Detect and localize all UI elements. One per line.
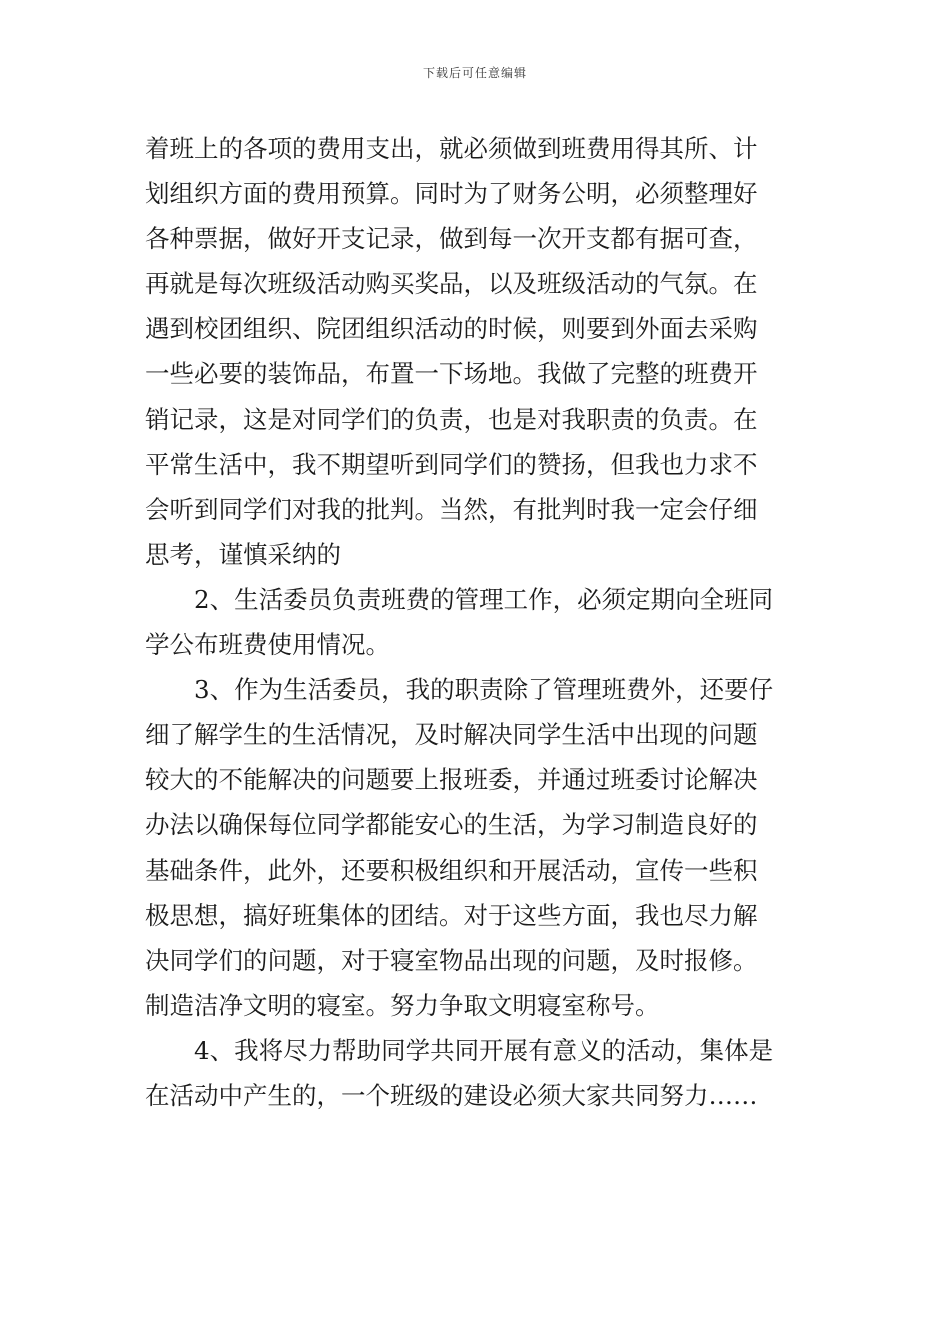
text-line: 一些必要的装饰品，布置一下场地。我做了完整的班费开 — [145, 359, 758, 389]
text-line: 制造洁净文明的寝室。努力争取文明寝室称号。 — [145, 990, 660, 1020]
text-line: 销记录，这是对同学们的负责，也是对我职责的负责。在 — [145, 404, 758, 434]
text-line: 会听到同学们对我的批判。当然，有批判时我一定会仔细 — [145, 494, 758, 524]
text-line: 各种票据，做好开支记录，做到每一次开支都有据可查， — [145, 224, 758, 254]
text-line: 4、我将尽力帮助同学共同开展有意义的活动，集体是 — [194, 1035, 774, 1065]
text-line: 在活动中产生的，一个班级的建设必须大家共同努力…… — [145, 1080, 758, 1110]
text-line: 决同学们的问题，对于寝室物品出现的问题，及时报修。 — [145, 945, 758, 975]
text-line: 思考，谨慎采纳的 — [145, 539, 341, 569]
text-line: 学公布班费使用情况。 — [145, 630, 390, 660]
text-line: 再就是每次班级活动购买奖品，以及班级活动的气氛。在 — [145, 269, 758, 299]
text-line: 较大的不能解决的问题要上报班委，并通过班委讨论解决 — [145, 765, 758, 795]
text-line: 遇到校团组织、院团组织活动的时候，则要到外面去采购 — [145, 314, 758, 344]
page-header: 下载后可任意编辑 — [422, 66, 527, 80]
text-line: 基础条件，此外，还要积极组织和开展活动，宣传一些积 — [145, 855, 758, 885]
text-line: 着班上的各项的费用支出，就必须做到班费用得其所、计 — [145, 134, 758, 163]
text-line: 3、作为生活委员，我的职责除了管理班费外，还要仔 — [194, 675, 774, 705]
text-line: 细了解学生的生活情况，及时解决同学生活中出现的问题 — [145, 720, 758, 750]
document-body — [145, 126, 809, 1118]
text-line: 划组织方面的费用预算。同时为了财务公明，必须整理好 — [145, 179, 758, 209]
text-line: 平常生活中，我不期望听到同学们的赞扬，但我也力求不 — [145, 449, 758, 479]
text-line: 2、生活委员负责班费的管理工作，必须定期向全班同 — [194, 584, 774, 614]
text-line: 办法以确保每位同学都能安心的生活，为学习制造良好的 — [145, 810, 758, 840]
text-line: 极思想，搞好班集体的团结。对于这些方面，我也尽力解 — [145, 900, 758, 930]
